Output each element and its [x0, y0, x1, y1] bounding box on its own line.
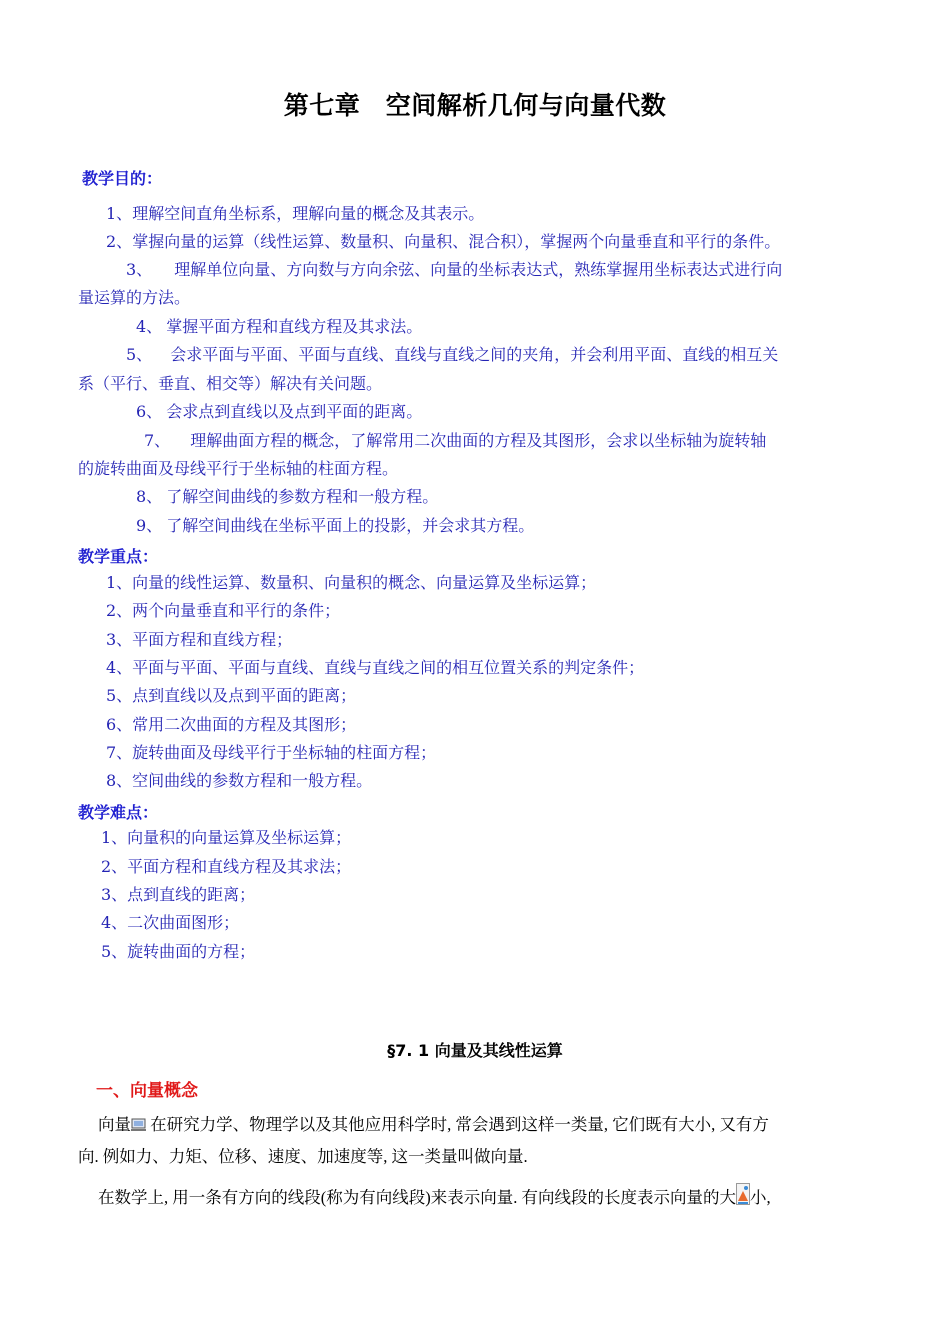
- key-point-item: 2、两个向量垂直和平行的条件；: [106, 601, 341, 620]
- key-point-item: 3、平面方程和直线方程；: [106, 630, 293, 649]
- chapter-title: 第七章 空间解析几何与向量代数: [283, 91, 667, 120]
- objective-item: 8、 了解空间曲线的参数方程和一般方程。: [136, 487, 439, 506]
- objective-item: 4、 掌握平面方程和直线方程及其求法。: [136, 317, 423, 336]
- key-point-item: 8、空间曲线的参数方程和一般方程。: [106, 771, 373, 790]
- computer-icon: [131, 1112, 146, 1142]
- difficulties-heading: 教学难点：: [78, 803, 159, 822]
- key-point-item: 7、旋转曲面及母线平行于坐标轴的柱面方程；: [106, 743, 437, 762]
- difficulty-item: 2、平面方程和直线方程及其求法；: [101, 857, 352, 876]
- difficulty-item: 1、向量积的向量运算及坐标运算；: [101, 828, 352, 847]
- subsection-title: 一、向量概念: [96, 1081, 198, 1101]
- paragraph-vector-intro: 向量 在研究力学、物理学以及其他应用科学时, 常会遇到这样一类量, 它们既有大小, 又有方 向. 例如力、力矩、位移、速度、加速度等, 这一类量叫做向量.: [78, 1110, 878, 1172]
- key-point-item: 1、向量的线性运算、数量积、向量积的概念、向量运算及坐标运算；: [106, 573, 597, 592]
- key-point-item: 4、平面与平面、平面与直线、直线与直线之间的相互位置关系的判定条件；: [106, 658, 645, 677]
- objective-item-continuation: 的旋转曲面及母线平行于坐标轴的柱面方程。: [78, 459, 399, 478]
- key-point-item: 6、常用二次曲面的方程及其图形；: [106, 715, 357, 734]
- key-point-item: 5、点到直线以及点到平面的距离；: [106, 686, 357, 705]
- objective-item: 1、理解空间直角坐标系，理解向量的概念及其表示。: [106, 204, 485, 223]
- objective-item: 7、 理解曲面方程的概念，了解常用二次曲面的方程及其图形，会求以坐标轴为旋转轴: [144, 431, 767, 450]
- objective-item-continuation: 系（平行、垂直、相交等）解决有关问题。: [78, 374, 383, 393]
- objective-item: 9、 了解空间曲线在坐标平面上的投影，并会求其方程。: [136, 516, 535, 535]
- difficulty-item: 5、旋转曲面的方程；: [101, 942, 256, 961]
- objective-item-continuation: 量运算的方法。: [78, 288, 191, 307]
- difficulty-item: 4、二次曲面图形；: [101, 913, 240, 932]
- objective-item: 3、 理解单位向量、方向数与方向余弦、向量的坐标表达式，熟练掌握用坐标表达式进行向: [126, 260, 783, 279]
- paragraph-directed-segment: 在数学上, 用一条有方向的线段(称为有向线段)来表示向量. 有向线段的长度表示向量的大 小,: [78, 1183, 878, 1215]
- key-points-heading: 教学重点：: [78, 547, 159, 566]
- section-title: §7. 1 向量及其线性运算: [387, 1041, 563, 1060]
- objectives-heading: 教学目的：: [82, 169, 163, 188]
- image-placeholder-icon: [736, 1183, 750, 1215]
- objective-item: 6、 会求点到直线以及点到平面的距离。: [136, 402, 423, 421]
- objective-item: 5、 会求平面与平面、平面与直线、直线与直线之间的夹角，并会利用平面、直线的相互关: [126, 345, 779, 364]
- difficulty-item: 3、点到直线的距离；: [101, 885, 256, 904]
- objective-item: 2、掌握向量的运算（线性运算、数量积、向量积、混合积），掌握两个向量垂直和平行的条件。: [106, 232, 781, 251]
